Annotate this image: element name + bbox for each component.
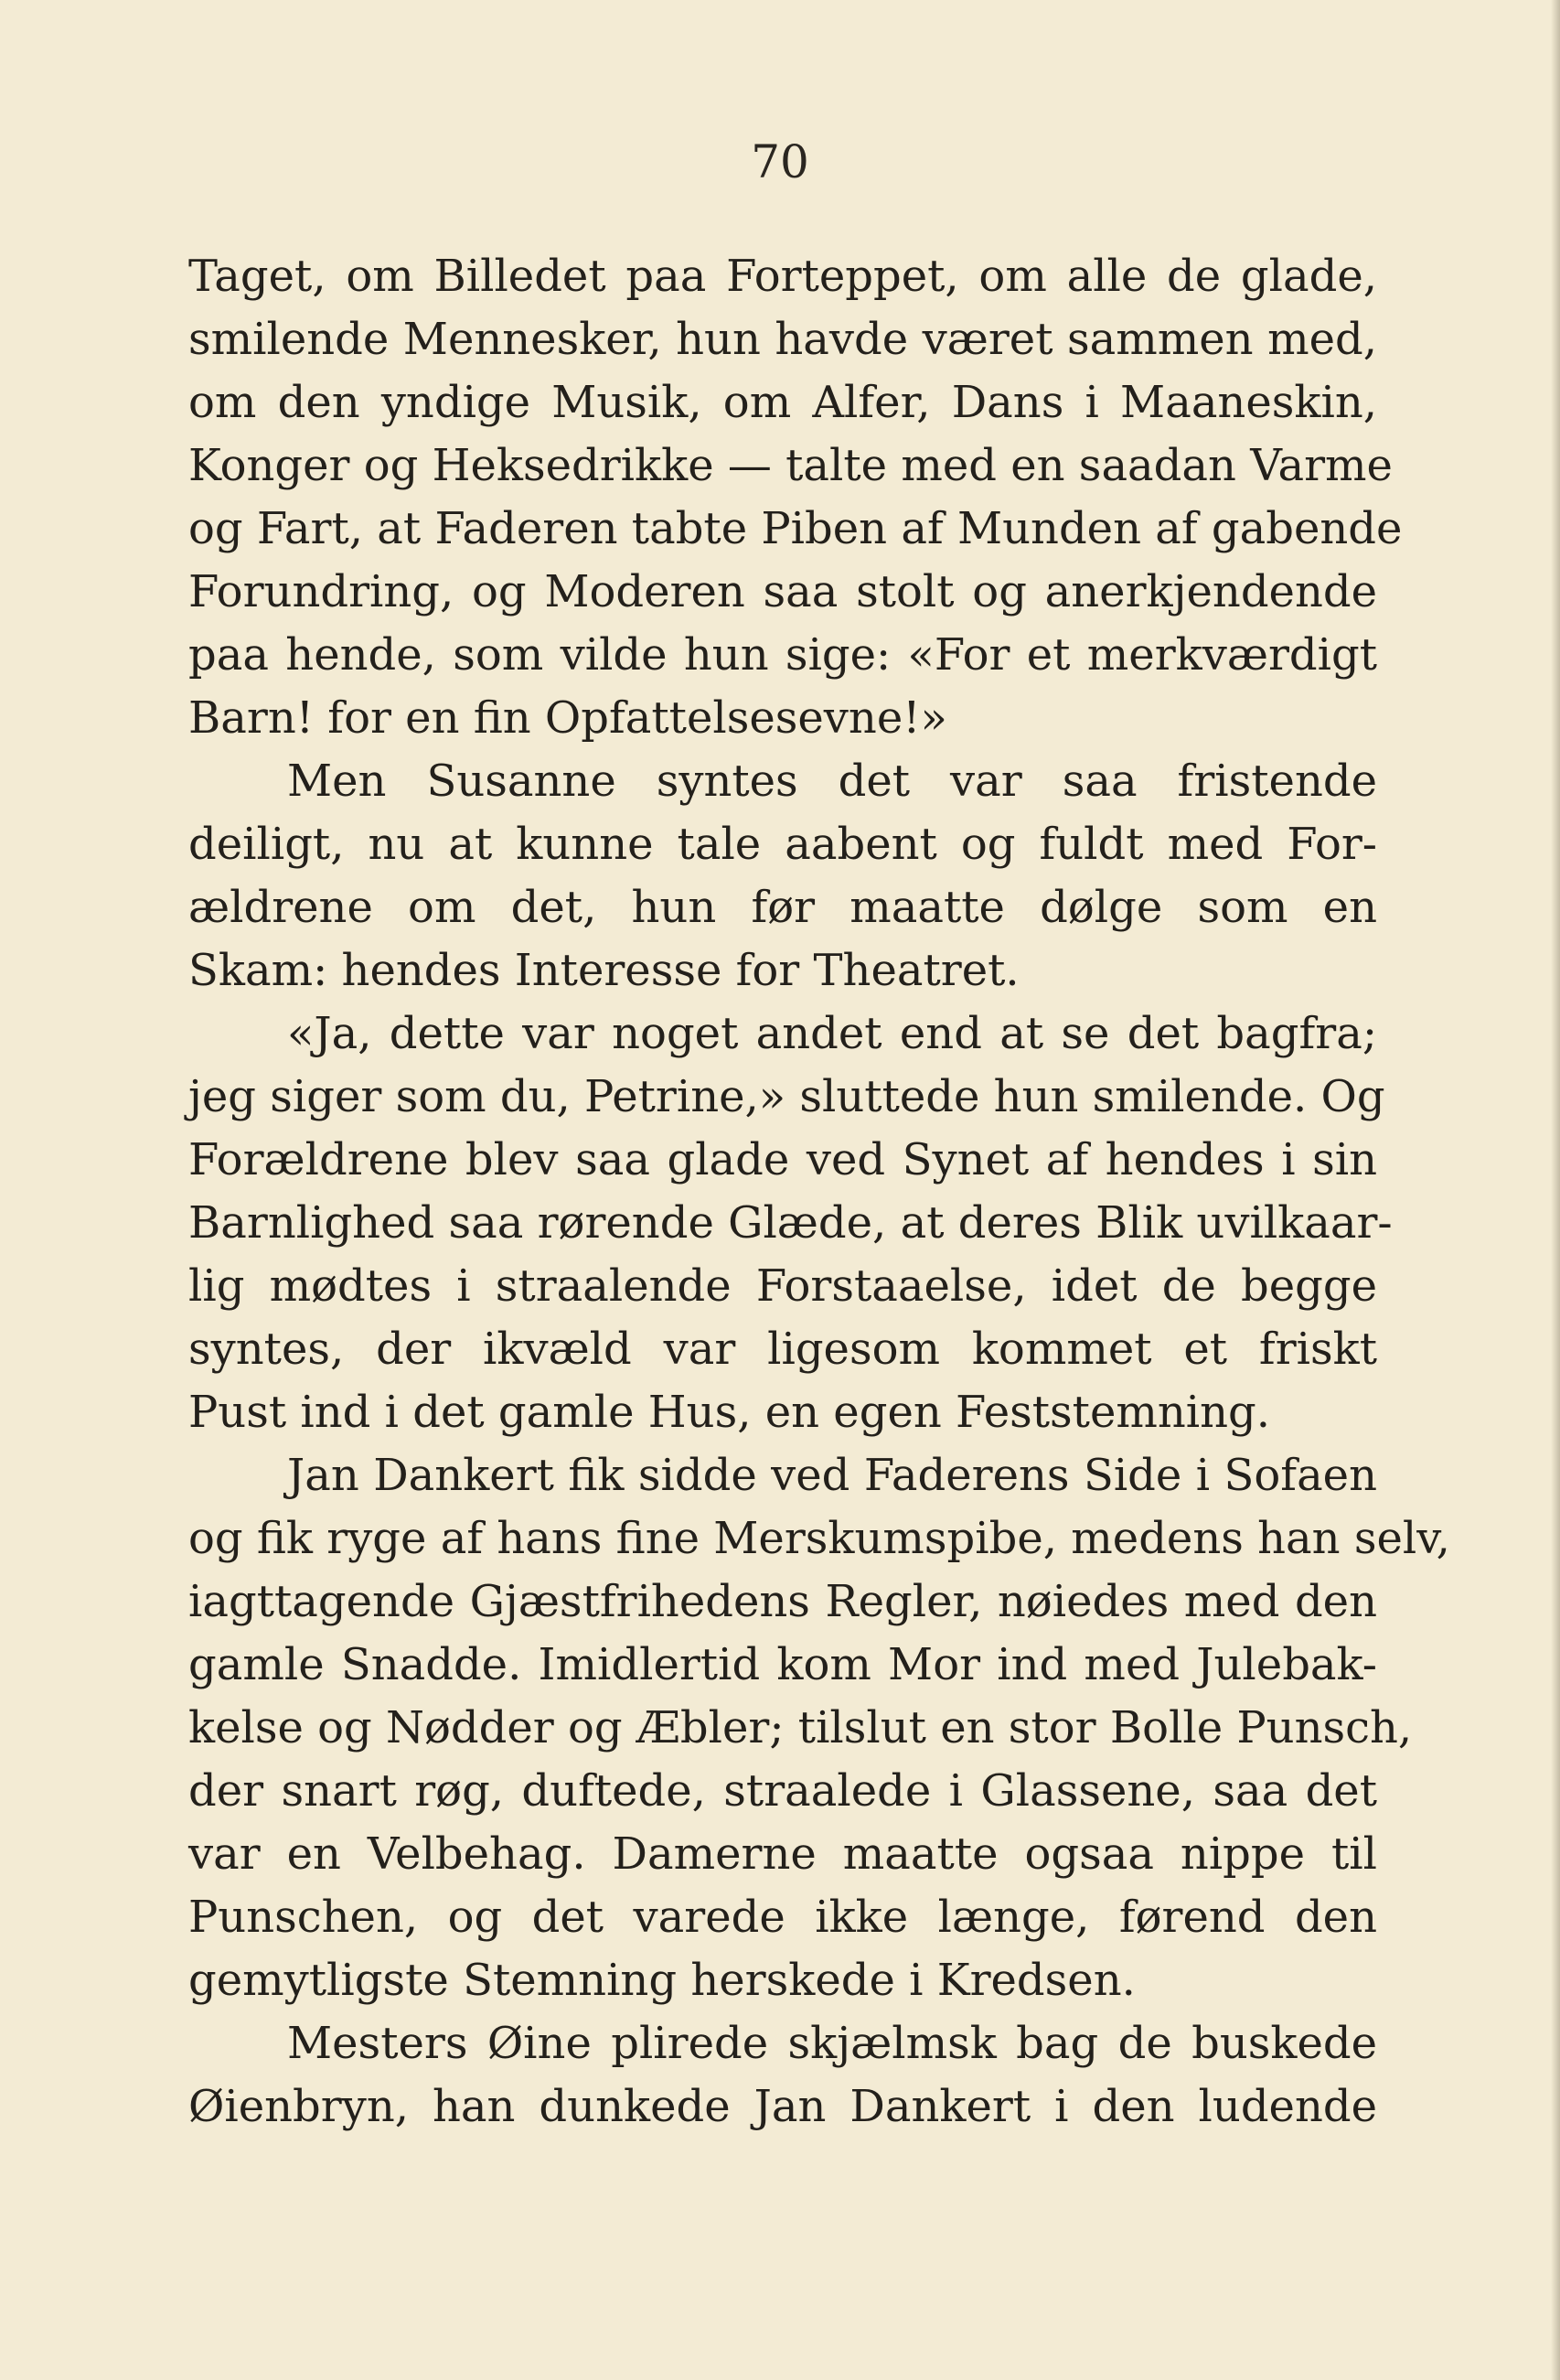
- text-line: Skam: hendes Interesse for Theatret.: [188, 945, 1020, 996]
- text-line: der snart røg, duftede, straalede i Glassene, saa det: [188, 1765, 1377, 1817]
- text-line: og fik ryge af hans fine Merskumspibe, medens han selv,: [188, 1513, 1450, 1564]
- text-line: Barnlighed saa rørende Glæde, at deres Blik uvilkaar-: [188, 1197, 1393, 1249]
- text-line: Forundring, og Moderen saa stolt og anerkjendende: [188, 566, 1377, 617]
- text-line: kelse og Nødder og Æbler; tilslut en stor Bolle Punsch,: [188, 1702, 1413, 1753]
- text-line: Konger og Heksedrikke — talte med en saadan Varme: [188, 440, 1393, 491]
- text-line: Jan Dankert fik sidde ved Faderens Side i Sofaen: [287, 1450, 1377, 1501]
- text-line: Forældrene blev saa glade ved Synet af hendes i sin: [188, 1134, 1377, 1185]
- page-number: 70: [751, 135, 809, 188]
- text-line: paa hende, som vilde hun sige: «For et merkværdigt: [188, 629, 1377, 681]
- text-line: lig mødtes i straalende Forstaaelse, idet de begge: [188, 1260, 1377, 1312]
- text-line: deiligt, nu at kunne tale aabent og fuldt med For-: [188, 819, 1377, 870]
- text-line: iagttagende Gjæstfrihedens Regler, nøiedes med den: [188, 1576, 1377, 1627]
- text-line: Men Susanne syntes det var saa fristende: [287, 756, 1377, 807]
- text-line: Barn! for en fin Opfattelsesevne!»: [188, 692, 947, 744]
- text-line: Mesters Øine plirede skjælmsk bag de buskede: [287, 2018, 1377, 2069]
- text-line: Pust ind i det gamle Hus, en egen Feststemning.: [188, 1387, 1271, 1438]
- text-line: ældrene om det, hun før maatte dølge som en: [188, 882, 1377, 933]
- text-line: Øienbryn, han dunkede Jan Dankert i den ludende: [188, 2081, 1377, 2132]
- text-line: gamle Snadde. Imidlertid kom Mor ind med Julebak-: [188, 1639, 1377, 1690]
- page-edge: [1551, 0, 1560, 2380]
- text-line: gemytligste Stemning herskede i Kredsen.: [188, 1955, 1136, 2006]
- text-line: var en Velbehag. Damerne maatte ogsaa nippe til: [188, 1828, 1377, 1880]
- text-line: «Ja, dette var noget andet end at se det bagfra;: [287, 1008, 1377, 1059]
- text-line: Punschen, og det varede ikke længe, førend den: [188, 1892, 1377, 1943]
- body-text: [188, 245, 1450, 2139]
- text-line: smilende Mennesker, hun havde været sammen med,: [188, 314, 1377, 365]
- text-line: syntes, der ikvæld var ligesom kommet et friskt: [188, 1324, 1377, 1375]
- text-line: jeg siger som du, Petrine,» sluttede hun smilende. Og: [188, 1071, 1385, 1122]
- text-line: Taget, om Billedet paa Forteppet, om alle de glade,: [188, 251, 1377, 302]
- text-line: og Fart, at Faderen tabte Piben af Munden af gabende: [188, 503, 1403, 554]
- text-line: om den yndige Musik, om Alfer, Dans i Maaneskin,: [188, 377, 1377, 428]
